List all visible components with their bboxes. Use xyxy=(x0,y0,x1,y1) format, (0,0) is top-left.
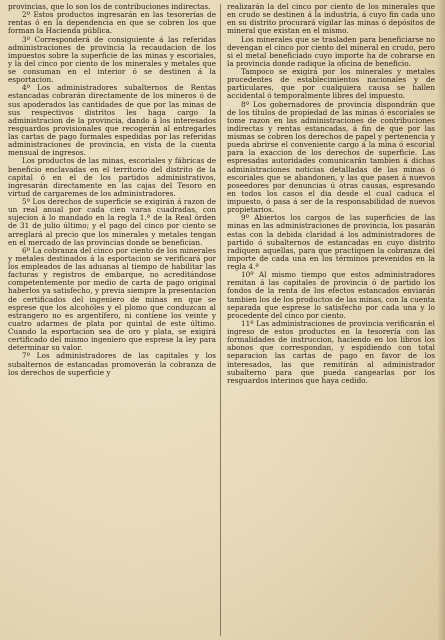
paragraph: 6º La cobranza del cinco por ciento de los minerales y metales destinados á la esportacion se verificará por los empleados de las aduanas al tiempo de habilitar las facturas y registros de embarque, no acreditándose competentemente por medio de carta de pago original haberlos ya satisfecho, y previa siempre la presentacion de certificados del ingeniero de minas en que se esprese que los alcohóles y el plomo que conduzcan al estrangero no es argentífero, ni contiene los veinte y cuatro adarmes de plata por quintal de este último. Cuando la esportacion sea de oro y plata, se exigirá certificado del mismo ingeniero que esprese la ley para determinar su valor. xyxy=(8,245,216,353)
right-text-column xyxy=(227,3,435,385)
left-text-column xyxy=(8,3,216,377)
page-fold-shadow xyxy=(437,0,445,640)
paragraph: 4º Los administradores subalternos de Rentas estancadas cobrarán directamente de los mineros ó de sus apoderados las cantidades de que por las minas de sus respectivos distritos les haga cargo la administracion de la provincia, dando á los interesados resguardos provisionales que recogerán al entregarles las cartas de pago formales espedidas por las referidas administraciones de provincia, en vista de la cuenta mensual de ingresos. xyxy=(8,83,216,158)
paragraph: 5º Los derechos de superficie se exigirán á razon de un real anual por cada cien varas cuadradas, con sujecion á lo mandado en la regla 1.ª de la Real órden de 31 de julio último; y el pago del cinco por ciento se arreglará al precio que los minerales y metales tengan en el mercado de las provincias donde se benefician. xyxy=(8,197,216,247)
paragraph: 8º Los gobernadores de provincia dispondrán que de los títulos de propiedad de las minas ó escoriales se tome razon en las administraciones de contribuciones indirectas y rentas estancadas, á fin de que por las mismas se cobren los derechos de papel y pertenencia y pueda abrirse el conveniente cargo á la mina ó escorial para la exaccion de los derechos de superficie. Las espresadas autoridades comunicarán tambien á dichas administraciones noticias detalladas de las minas ó escoriales que se abandonen, y las que pasen á nuevos poseedores por denuncias ú otras causas, espresando en todos los casos el dia desde el cual caduca el impuesto, ó pasa á ser de la responsabilidad de nuevos propietarios. xyxy=(227,99,435,215)
paragraph: realizarán la del cinco por ciento de los minerales que en crudo se destinen á la industria, á cuyo fin cada uno en su distrito procurará vigilar las minas ó depósitos de mineral que existan en el mismo. xyxy=(227,2,435,36)
paragraph: Los minerales que se trasladen para beneficiarse no devengan el cinco por ciento del mineral en crudo, pero si el metal beneficiado cuyo importe ha de cobrarse en la provincia donde radique la oficina de beneficio. xyxy=(227,34,435,68)
paragraph: provincias, que lo son los de contribuciones indirectas. xyxy=(8,2,211,11)
paragraph: 3º Corresponderá de consiguiente á las referidas administraciones de provincia la recaudacion de los impuestos sobre la superficie de las minas y escoriales, y la del cinco por ciento de los minerales y metales que se consuman en el interior ó se destinen á la esportacion. xyxy=(8,34,216,85)
paragraph: 10º Al mismo tiempo que estos administradores remitan á las capitales de provincia ó de partido los fondos de la renta de los efectos estancados enviarán tambien los de los productos de las minas, con la cuenta separada que esprese lo satisfecho por cada una y lo procedente del cinco por ciento. xyxy=(227,270,435,320)
paragraph: 11º Las administraciones de provincia verificarán el ingreso de estos productos en la tesorería con las formalidades de instruccion, haciendo en los libros los abonos que correspondan, y espidiendo con total separacion las cartas de pago en favor de los interesados, las que remitirán al administrador subalterno para que pueda cangearlas por los resguardos interinos que haya cedido. xyxy=(227,318,435,385)
paragraph: 9º Abiertos los cargos de las superficies de las minas en las administraciones de provincia, los pasarán estas con la debida claridad á los administradores de partido ó subalternos de estancadas en cuyo distrito radiquen aquellas, para que practiquen la cobranza del importe de cada una en los términos prevenidos en la regla 4.ª xyxy=(227,213,435,271)
column-divider xyxy=(220,4,221,636)
paragraph: 7º Los administradores de las capitales y los subalternos de estancadas promoverán la cobranza de los derechos de superficie y xyxy=(8,351,216,377)
paragraph: 2º Estos productos ingresarán en las tesorerías de rentas ó en la dependencia en que se cobren los que forman la Hacienda pública. xyxy=(8,10,216,36)
paragraph: Los productos de las minas, escoriales y fábricas de beneficio enclavadas en el territorio del distrito de la capital ó en el de los partidos administrativos, ingresarán directamente en las cajas del Tesoro en virtud de cargaremes de los administradores. xyxy=(8,156,216,198)
paragraph: Tampoco se exigirá por los minerales y metales procedentes de establecimientos nacionales y de particulares, que por cualquiera causa se hallen accidental ó temporalmente libres del impuesto. xyxy=(227,67,435,101)
